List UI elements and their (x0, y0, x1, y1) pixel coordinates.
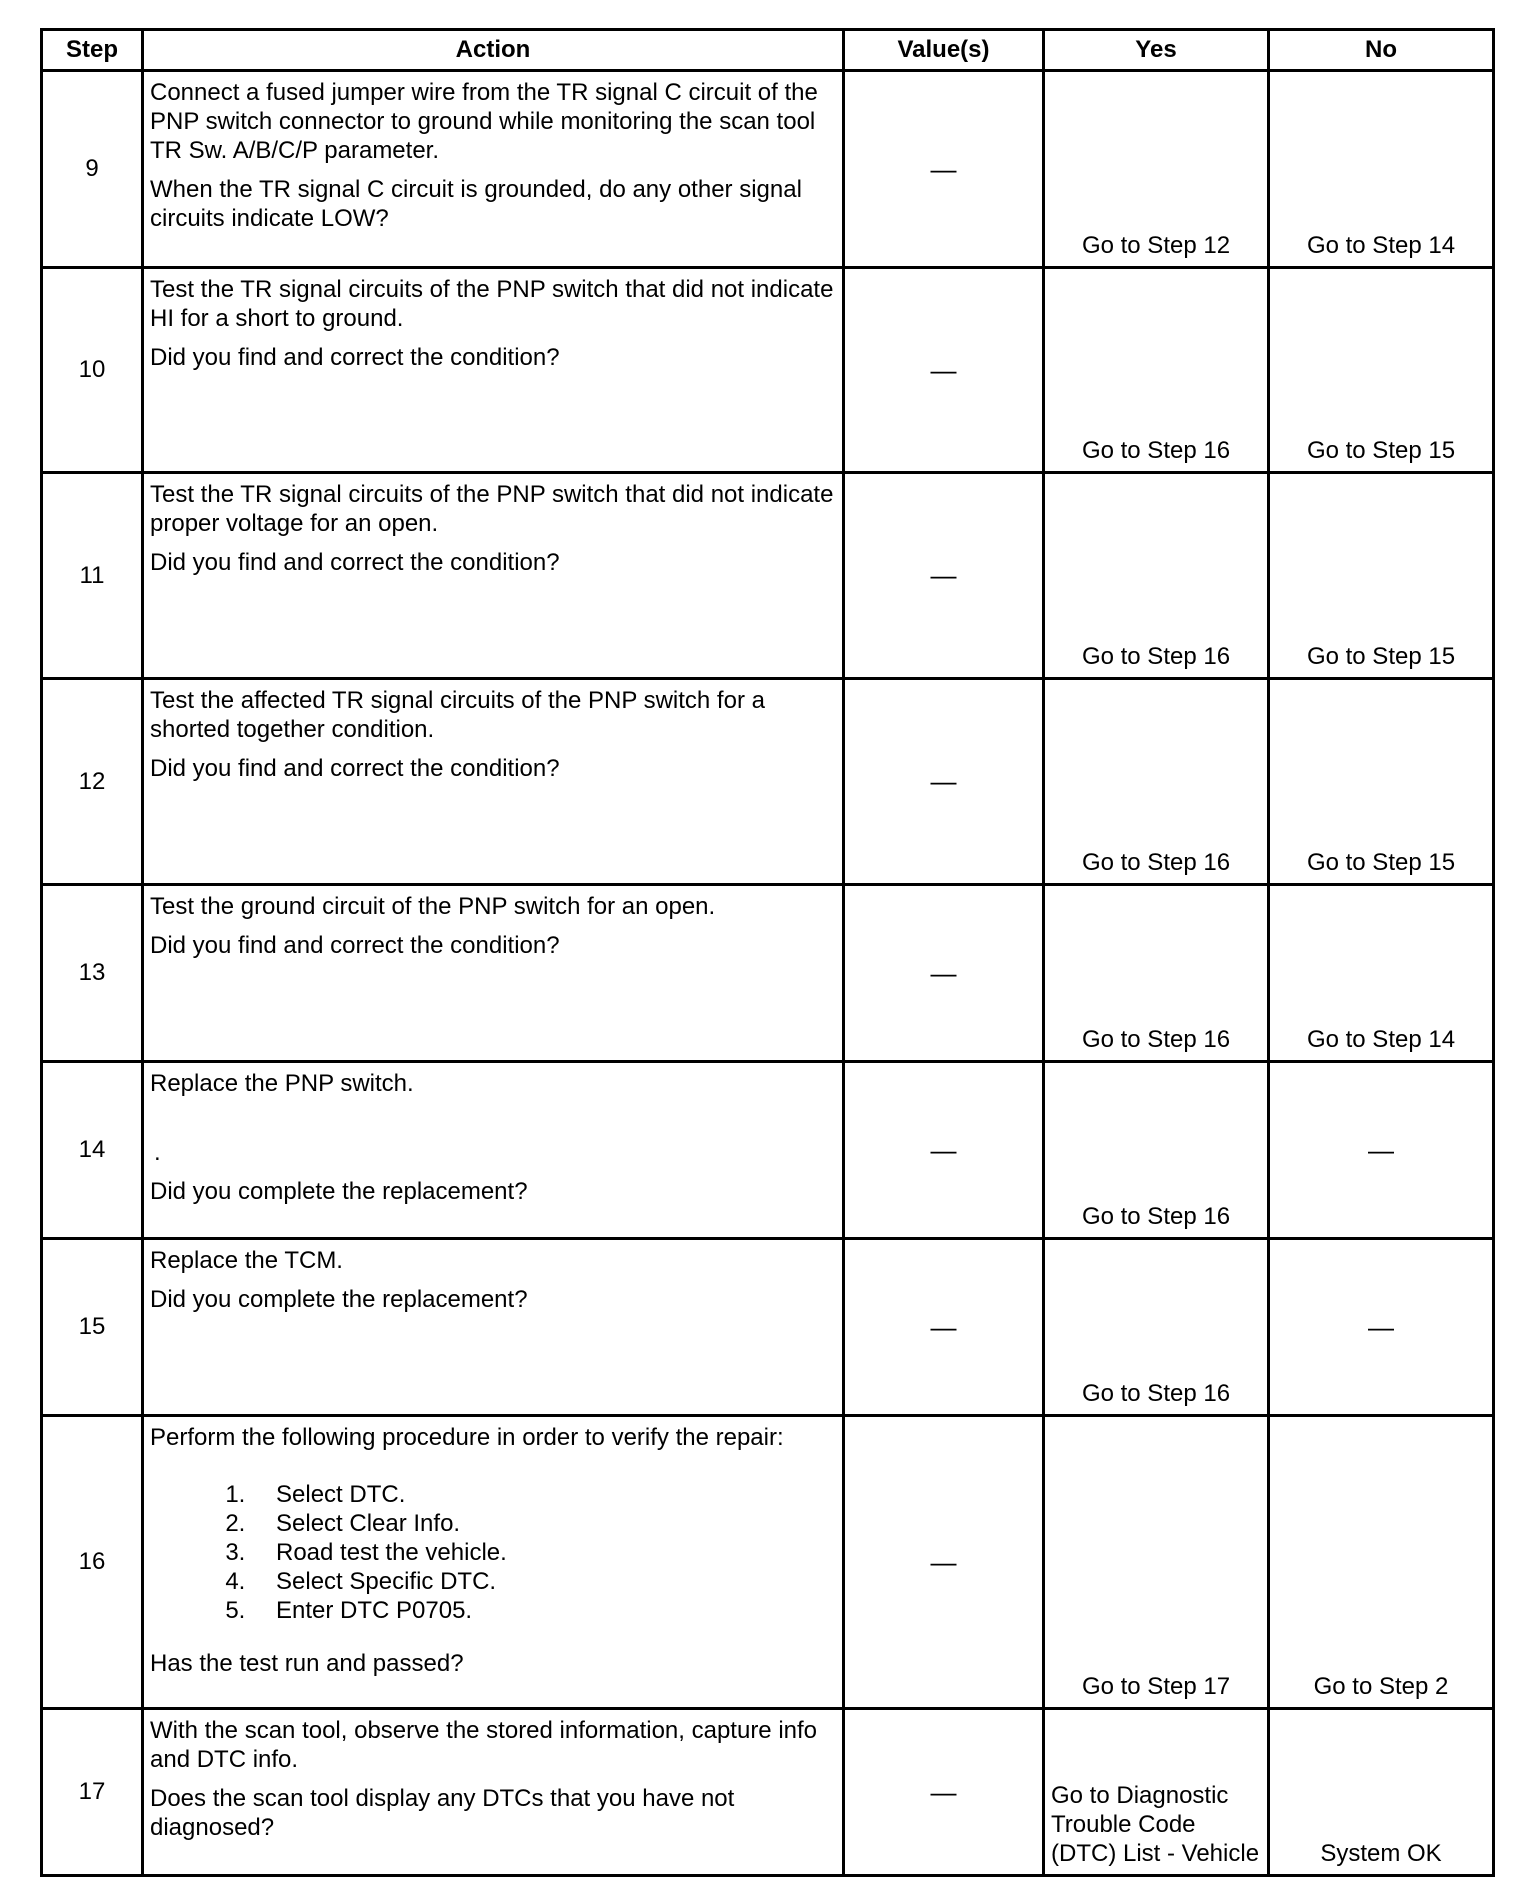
list-item: 2. Select Clear Info. (252, 1509, 834, 1538)
yes-cell (1044, 473, 1269, 679)
action-question: Has the test run and passed? (150, 1650, 464, 1677)
no-link: System OK (1320, 1840, 1442, 1867)
action-extra: . (154, 1139, 161, 1166)
action-cell (143, 885, 844, 1062)
action-question: Does the scan tool display any DTCs that you have not diagnosed? (150, 1785, 735, 1841)
yes-cell (1044, 1239, 1269, 1416)
list-item: 5. Enter DTC P0705. (252, 1596, 834, 1625)
action-cell (143, 473, 844, 679)
value-cell: — (844, 71, 1044, 268)
value-cell: — (844, 1239, 1044, 1416)
header-no: No (1269, 30, 1494, 71)
action-cell (143, 1416, 844, 1709)
yes-cell (1044, 71, 1269, 268)
yes-link: Go to Step 12 (1081, 232, 1231, 259)
header-action: Action (143, 30, 844, 71)
no-cell (1269, 71, 1494, 268)
value-cell: — (844, 1416, 1044, 1709)
action-cell (143, 679, 844, 885)
procedure-list (150, 1480, 834, 1625)
yes-cell (1044, 1709, 1269, 1876)
list-item: 3. Road test the vehicle. (252, 1538, 834, 1567)
list-item: 4. Select Specific DTC. (252, 1567, 834, 1596)
table-row (42, 1709, 1494, 1876)
value-cell: — (844, 885, 1044, 1062)
yes-link: Go to Step 16 (1081, 1026, 1231, 1053)
value-cell: — (844, 268, 1044, 473)
table-row (42, 1062, 1494, 1239)
action-question: Did you complete the replacement? (150, 1178, 528, 1205)
no-cell: — (1269, 1239, 1494, 1416)
yes-cell (1044, 1062, 1269, 1239)
header-values: Value(s) (844, 30, 1044, 71)
action-question: When the TR signal C circuit is grounded, do any other signal circuits indicate LOW? (150, 176, 802, 232)
action-question: Did you find and correct the condition? (150, 755, 560, 782)
yes-link: Go to Step 16 (1081, 1203, 1231, 1230)
action-cell (143, 1239, 844, 1416)
action-text: Perform the following procedure in order to verify the repair: (150, 1424, 784, 1451)
no-cell (1269, 1416, 1494, 1709)
table-row (42, 885, 1494, 1062)
no-link: Go to Step 14 (1306, 232, 1456, 259)
yes-link: Go to Diagnostic Trouble Code (DTC) List - Vehicle (1051, 1782, 1260, 1867)
table-row (42, 473, 1494, 679)
no-link: Go to Step 15 (1306, 849, 1456, 876)
no-cell (1269, 473, 1494, 679)
no-cell (1269, 268, 1494, 473)
no-link: Go to Step 15 (1306, 437, 1456, 464)
action-text: With the scan tool, observe the stored information, capture info and DTC info. (150, 1717, 818, 1773)
table-row (42, 1416, 1494, 1709)
value-cell: — (844, 679, 1044, 885)
yes-link: Go to Step 16 (1081, 1380, 1231, 1407)
yes-link: Go to Step 17 (1081, 1673, 1231, 1700)
action-cell (143, 268, 844, 473)
table-row (42, 1239, 1494, 1416)
yes-cell (1044, 268, 1269, 473)
action-text: Test the TR signal circuits of the PNP switch that did not indicate HI for a short to ground. (150, 276, 834, 332)
action-cell (143, 1709, 844, 1876)
step-number: 15 (42, 1239, 143, 1416)
step-number: 9 (42, 71, 143, 268)
action-text: Connect a fused jumper wire from the TR signal C circuit of the PNP switch connector to ground while monitoring the scan tool TR Sw. A/B/C/P parameter. (150, 79, 818, 164)
value-cell: — (844, 1709, 1044, 1876)
action-text: Replace the TCM. (150, 1247, 343, 1274)
yes-cell (1044, 1416, 1269, 1709)
step-number: 11 (42, 473, 143, 679)
header-row (42, 30, 1494, 71)
yes-link: Go to Step 16 (1081, 643, 1231, 670)
action-text: Replace the PNP switch. (150, 1070, 414, 1097)
value-cell: — (844, 1062, 1044, 1239)
table-row (42, 679, 1494, 885)
header-step: Step (42, 30, 143, 71)
no-cell (1269, 885, 1494, 1062)
action-question: Did you find and correct the condition? (150, 932, 560, 959)
action-question: Did you find and correct the condition? (150, 344, 560, 371)
step-number: 12 (42, 679, 143, 885)
value-cell: — (844, 473, 1044, 679)
action-question: Did you find and correct the condition? (150, 549, 560, 576)
action-cell (143, 71, 844, 268)
yes-cell (1044, 885, 1269, 1062)
no-cell (1269, 679, 1494, 885)
no-link: Go to Step 2 (1313, 1673, 1449, 1700)
table-row (42, 268, 1494, 473)
step-number: 13 (42, 885, 143, 1062)
yes-link: Go to Step 16 (1081, 437, 1231, 464)
action-text: Test the ground circuit of the PNP switch for an open. (150, 893, 716, 920)
action-cell (143, 1062, 844, 1239)
step-number: 16 (42, 1416, 143, 1709)
yes-cell (1044, 679, 1269, 885)
action-question: Did you complete the replacement? (150, 1286, 528, 1313)
no-link: Go to Step 15 (1306, 643, 1456, 670)
table-row (42, 71, 1494, 268)
step-number: 10 (42, 268, 143, 473)
diagnostic-table (40, 28, 1495, 1877)
header-yes: Yes (1044, 30, 1269, 71)
step-number: 14 (42, 1062, 143, 1239)
step-number: 17 (42, 1709, 143, 1876)
list-item: 1. Select DTC. (252, 1480, 834, 1509)
action-text: Test the TR signal circuits of the PNP switch that did not indicate proper voltage for an open. (150, 481, 834, 537)
no-cell (1269, 1709, 1494, 1876)
action-text: Test the affected TR signal circuits of the PNP switch for a shorted together condition. (150, 687, 765, 743)
no-cell: — (1269, 1062, 1494, 1239)
yes-link: Go to Step 16 (1081, 849, 1231, 876)
no-link: Go to Step 14 (1306, 1026, 1456, 1053)
